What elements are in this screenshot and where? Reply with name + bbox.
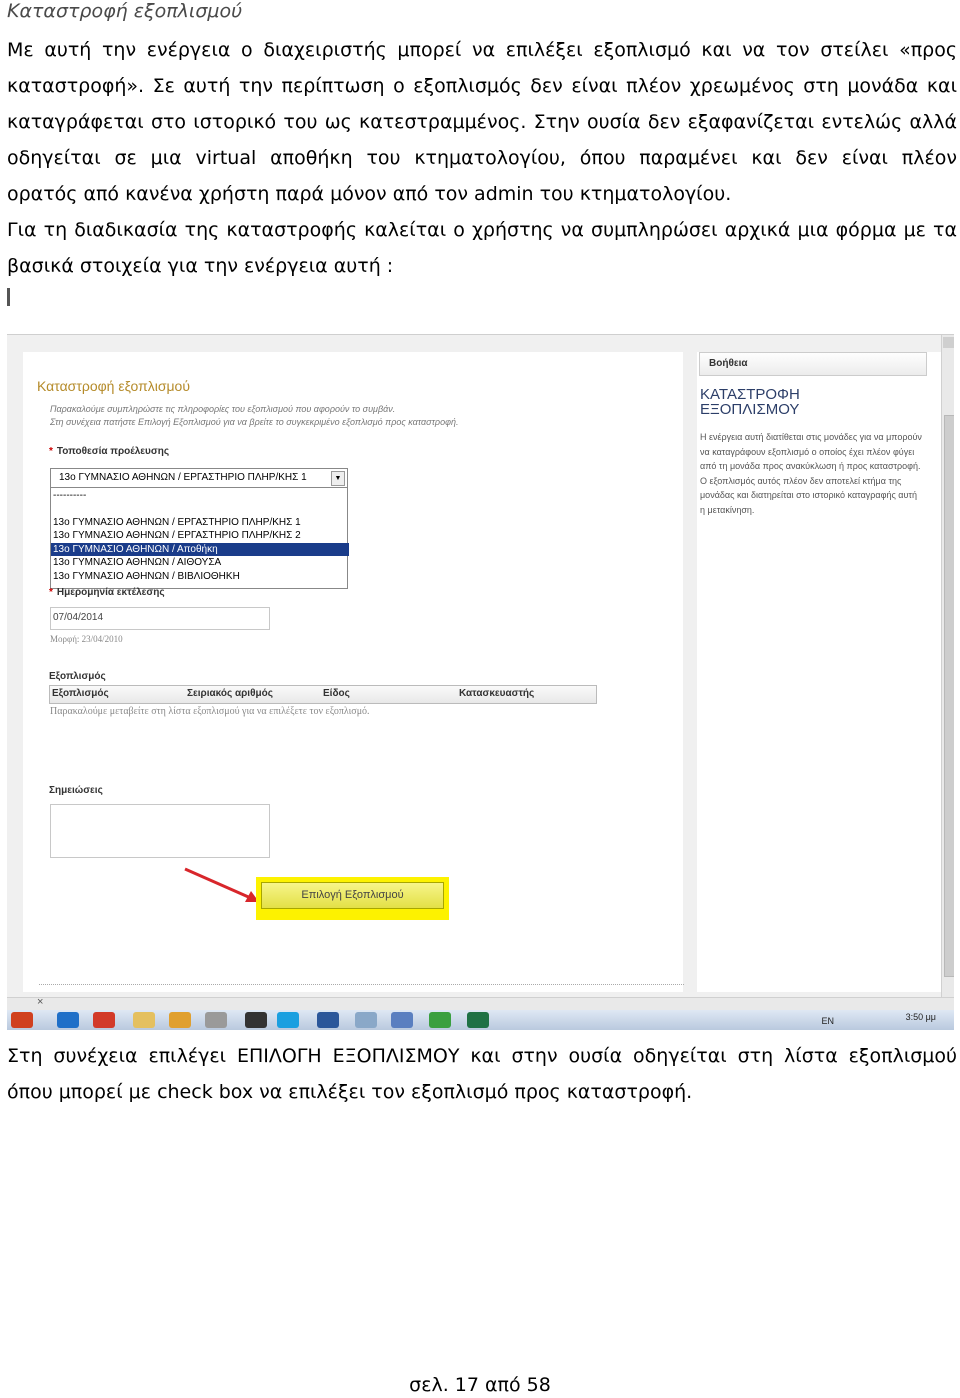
date-input[interactable] [50,607,270,630]
app-icon[interactable] [245,1012,267,1028]
toolbar-edge-mark [7,288,10,306]
intro-paragraph [7,32,957,212]
column-manufacturer: Κατασκευαστής [459,688,535,699]
horizontal-scrollbar[interactable] [7,997,954,1011]
location-option[interactable]: 13ο ΓΥΜΝΑΣΙΟ ΑΘΗΝΩΝ / ΑΙΘΟΥΣΑ [53,557,222,568]
equipment-table-header [49,685,597,704]
chevron-down-icon[interactable]: ▼ [331,471,345,486]
app-icon[interactable] [429,1012,451,1028]
location-label-text: Τοποθεσία προέλευσης [56,446,170,457]
app-icon[interactable] [205,1012,227,1028]
help-tab[interactable] [699,352,927,376]
red-arrow-icon [183,867,263,907]
procedure-paragraph [7,212,957,284]
help-panel [697,352,941,992]
date-label-text: Ημερομηνία εκτέλεσης [56,587,165,598]
select-equipment-button[interactable]: Επιλογή Εξοπλισμού [261,882,444,909]
column-type: Είδος [323,688,350,699]
scroll-up-icon[interactable] [943,337,954,348]
intro-paragraph-main: Με αυτή την ενέργεια ο διαχειριστής μπορεί να επιλέξει εξοπλισμό και να τον στείλει «προς καταστροφή». Σε αυτή την περίπτωση ο εξοπλισμός δεν είναι πλέον χρεωμένος στη μονάδα και καταγράφεται στο ιστορικό του ως κατεστραμμένος. Στην ουσία δεν εξαφανίζεται εντελώς αλλά οδηγείται σε μια virtual αποθήκη του κτηματολογίου, όπου παραμένει και δεν είναι πλέον [7,39,957,169]
word-icon[interactable] [317,1012,339,1028]
excel-icon[interactable] [467,1012,489,1028]
notes-label: Σημειώσεις [49,785,103,796]
column-serial-number: Σειριακός αριθμός [187,688,273,699]
help-title-line1: ΚΑΤΑΣΤΡΟΦΗ [700,386,800,403]
next-step-paragraph [7,1038,957,1110]
next-step-paragraph-main: Στη συνέχεια επιλέγει ΕΠΙΛΟΓΗ ΕΞΟΠΛΙΣΜΟΥ και στην ουσία οδηγείται στη λίστα εξοπλισμού [7,1045,957,1067]
destruction-form [23,352,683,992]
notes-textarea[interactable] [50,804,270,858]
procedure-paragraph-main: Για τη διαδικασία της καταστροφής καλείται ο χρήστης να συμπληρώσει αρχικά μια φόρμα με τα [7,219,957,241]
location-select[interactable] [50,468,348,489]
page-number: σελ. 17 από 58 [409,1374,551,1396]
location-options-list [50,487,348,589]
help-title-line2: ΕΞΟΠΛΙΣΜΟΥ [700,401,800,418]
language-indicator[interactable]: EN [821,1016,834,1026]
location-option[interactable]: 13ο ΓΥΜΝΑΣΙΟ ΑΘΗΝΩΝ / ΒΙΒΛΙΟΘΗΚΗ [53,571,240,582]
app-icon[interactable] [169,1012,191,1028]
equipment-hint: Παρακαλούμε μεταβείτε στη λίστα εξοπλισμού για να επιλέξετε τον εξοπλισμό. [50,706,370,717]
form-subtitle: Παρακαλούμε συμπληρώστε τις πληροφορίες του εξοπλισμού που αφορούν το συμβάν. [50,404,396,414]
date-input-value: 07/04/2014 [53,612,104,623]
embedded-screenshot [7,288,954,1030]
folder-icon[interactable] [133,1012,155,1028]
section-heading: Καταστροφή εξοπλισμού [7,0,243,22]
help-title [700,387,800,417]
form-title: Καταστροφή εξοπλισμού [37,378,191,394]
vertical-scrollbar[interactable] [941,335,954,997]
required-mark: * [49,446,53,457]
location-option[interactable]: 13ο ΓΥΜΝΑΣΙΟ ΑΘΗΝΩΝ / ΕΡΓΑΣΤΗΡΙΟ ΠΛΗΡ/ΚΗΣ 1 [53,517,301,528]
app-icon[interactable] [391,1012,413,1028]
location-option[interactable]: ---------- [53,490,87,501]
ie-icon[interactable] [57,1012,79,1028]
help-tab-label: Βοήθεια [709,358,748,369]
browser-toolbar [7,288,954,335]
chrome-icon[interactable] [93,1012,115,1028]
form-subtitle-second: Στη συνέχεια πατήστε Επιλογή Εξοπλισμού για να βρείτε το συγκεκριμένο εξοπλισμό προς καταστροφή. [50,417,459,427]
skype-icon[interactable] [277,1012,299,1028]
scroll-thumb[interactable] [944,415,954,977]
required-mark: * [49,587,53,598]
next-step-paragraph-last-line: όπου μπορεί με check box να επιλέξει τον εξοπλισμό προς καταστροφή. [7,1081,693,1103]
location-label [49,446,169,457]
equipment-label: Εξοπλισμός [49,671,106,682]
procedure-paragraph-last-line: βασικά στοιχεία για την ενέργεια αυτή : [7,255,394,277]
date-format-hint: Μορφή: 23/04/2010 [50,634,123,644]
clock[interactable]: 3:50 μμ [905,1012,936,1022]
column-equipment: Εξοπλισμός [52,688,109,699]
app-icon[interactable] [355,1012,377,1028]
windows-taskbar [7,1010,954,1030]
start-button-icon[interactable] [11,1012,33,1028]
location-option[interactable]: 13ο ΓΥΜΝΑΣΙΟ ΑΘΗΝΩΝ / ΕΡΓΑΣΤΗΡΙΟ ΠΛΗΡ/ΚΗΣ 2 [53,530,301,541]
location-select-value: 13ο ΓΥΜΝΑΣΙΟ ΑΘΗΝΩΝ / ΕΡΓΑΣΤΗΡΙΟ ΠΛΗΡ/ΚΗΣ 1 [59,472,307,483]
close-icon[interactable]: × [37,996,44,1008]
intro-paragraph-last-line: ορατός από κανένα χρήστη παρά μόνον από τον admin του κτηματολογίου. [7,183,732,205]
form-divider [39,984,684,985]
date-label [49,587,165,598]
help-text: Η ενέργεια αυτή διατίθεται στις μονάδες για να μπορούν να καταγράφουν εξοπλισμό ο οποίος έχει πλέον φύγει από τη μονάδα προς ανακύκλωση ή προς καταστροφή. Ο εξοπλισμός αυτός πλέον δεν αποτελεί κτήμα της μονάδας και διατηρείται στο ιστορικό καταγραφής αυτή η μετακίνηση. [700,432,922,515]
location-option-highlighted[interactable]: 13ο ΓΥΜΝΑΣΙΟ ΑΘΗΝΩΝ / Αποθήκη [51,543,349,556]
